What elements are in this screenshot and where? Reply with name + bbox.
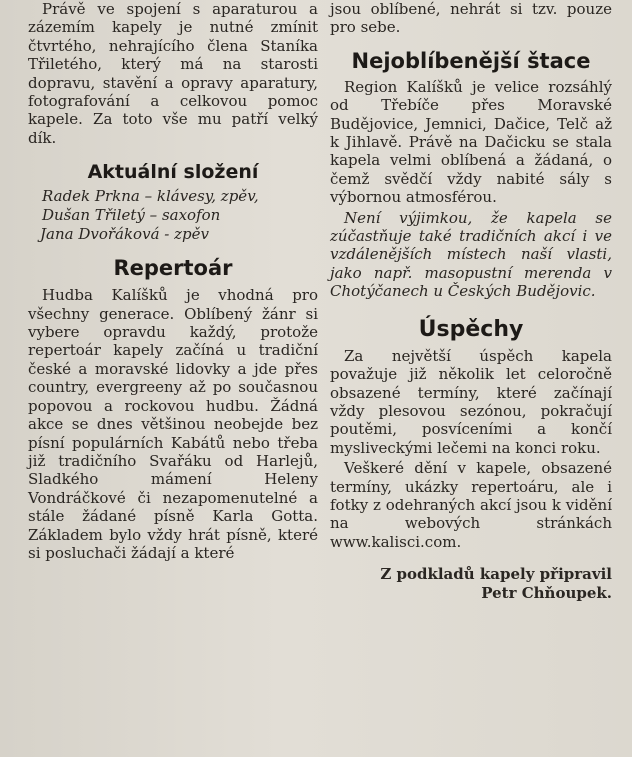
lineup-member: Jana Dvořáková - zpěv — [40, 225, 209, 244]
right-column — [330, 0, 612, 757]
left-column — [28, 0, 318, 757]
continuation-paragraph: jsou oblíbené, nehrát si tzv. pouze pro sebe. — [330, 0, 612, 37]
lineup-list — [28, 187, 318, 244]
lineup-member: Radek Prkna – klávesy, zpěv, — [42, 187, 259, 206]
repertoire-paragraph: Hudba Kalíšků je vhodná pro všechny generace. Oblíbený žánr si vybere opravdu každý, protože repertoár kapely začíná u tradiční české a moravské lidovky a jde přes country, evergreeny až po současnou popovou a rockovou hudbu. Žádná akce se dnes většinou neobejde bez písní populárních Kabátů nebo třeba již tradičního Svařáku od Harlejů, Sladkého mámení Heleny Vondráčkové či nezapomenutelné a stále žádané písně Karla Gotta. Základem bylo vždy hrát písně, které si posluchači žádají a které — [28, 286, 318, 562]
intro-paragraph: Právě ve spojení s aparaturou a zázemím kapely je nutné zmínit čtvrtého, nehrajícího člena Staníka Třiletého, který má na starosti dopravu, stavění a opravy aparatury, fotografování a celkovou pomoc kapele. Za toto vše mu patří velký dík. — [28, 0, 318, 147]
venues-paragraph-2: Není výjimkou, že kapela se zúčastňuje také tradičních akcí i ve vzdálenějších místech naší vlasti, jako např. masopustní merenda v Chotýčanech u Českých Budějovic. — [330, 208, 612, 301]
credit-author: Petr Chňoupek. — [481, 584, 612, 603]
successes-paragraph: Za největší úspěch kapela považuje již několik let celoročně obsazené termíny, které začínají vždy plesovou sezónou, pokračují poutěmi, posvíceními a končí mysliveckými lečemi na konci roku. — [330, 346, 612, 457]
heading-favorite-venues: Nejoblíbenější štace — [351, 48, 591, 73]
venues-paragraph: Region Kalíšků je velice rozsáhlý od Třebíče přes Moravské Budějovice, Jemnici, Dačice, Telč až k Jihlavě. Právě na Dačicku se stala kapela velmi oblíbená a žádaná, o čemž svědčí vždy nabité sály s výbornou atmosférou. — [330, 77, 612, 207]
heading-current-lineup: Aktuální složení — [87, 161, 259, 184]
heading-successes: Úspěchy — [418, 316, 524, 342]
lineup-member: Dušan Třiletý – saxofon — [42, 206, 221, 225]
heading-repertoire: Repertoár — [113, 256, 233, 281]
author-credit — [330, 565, 612, 603]
credit-line: Z podkladů kapely připravil — [380, 565, 612, 584]
successes-paragraph-2: Veškeré dění v kapele, obsazené termíny, ukázky repertoáru, ale i fotky z odehraných akcí jsou k vidění na webových stránkách www.kalisci.com. — [330, 459, 612, 551]
